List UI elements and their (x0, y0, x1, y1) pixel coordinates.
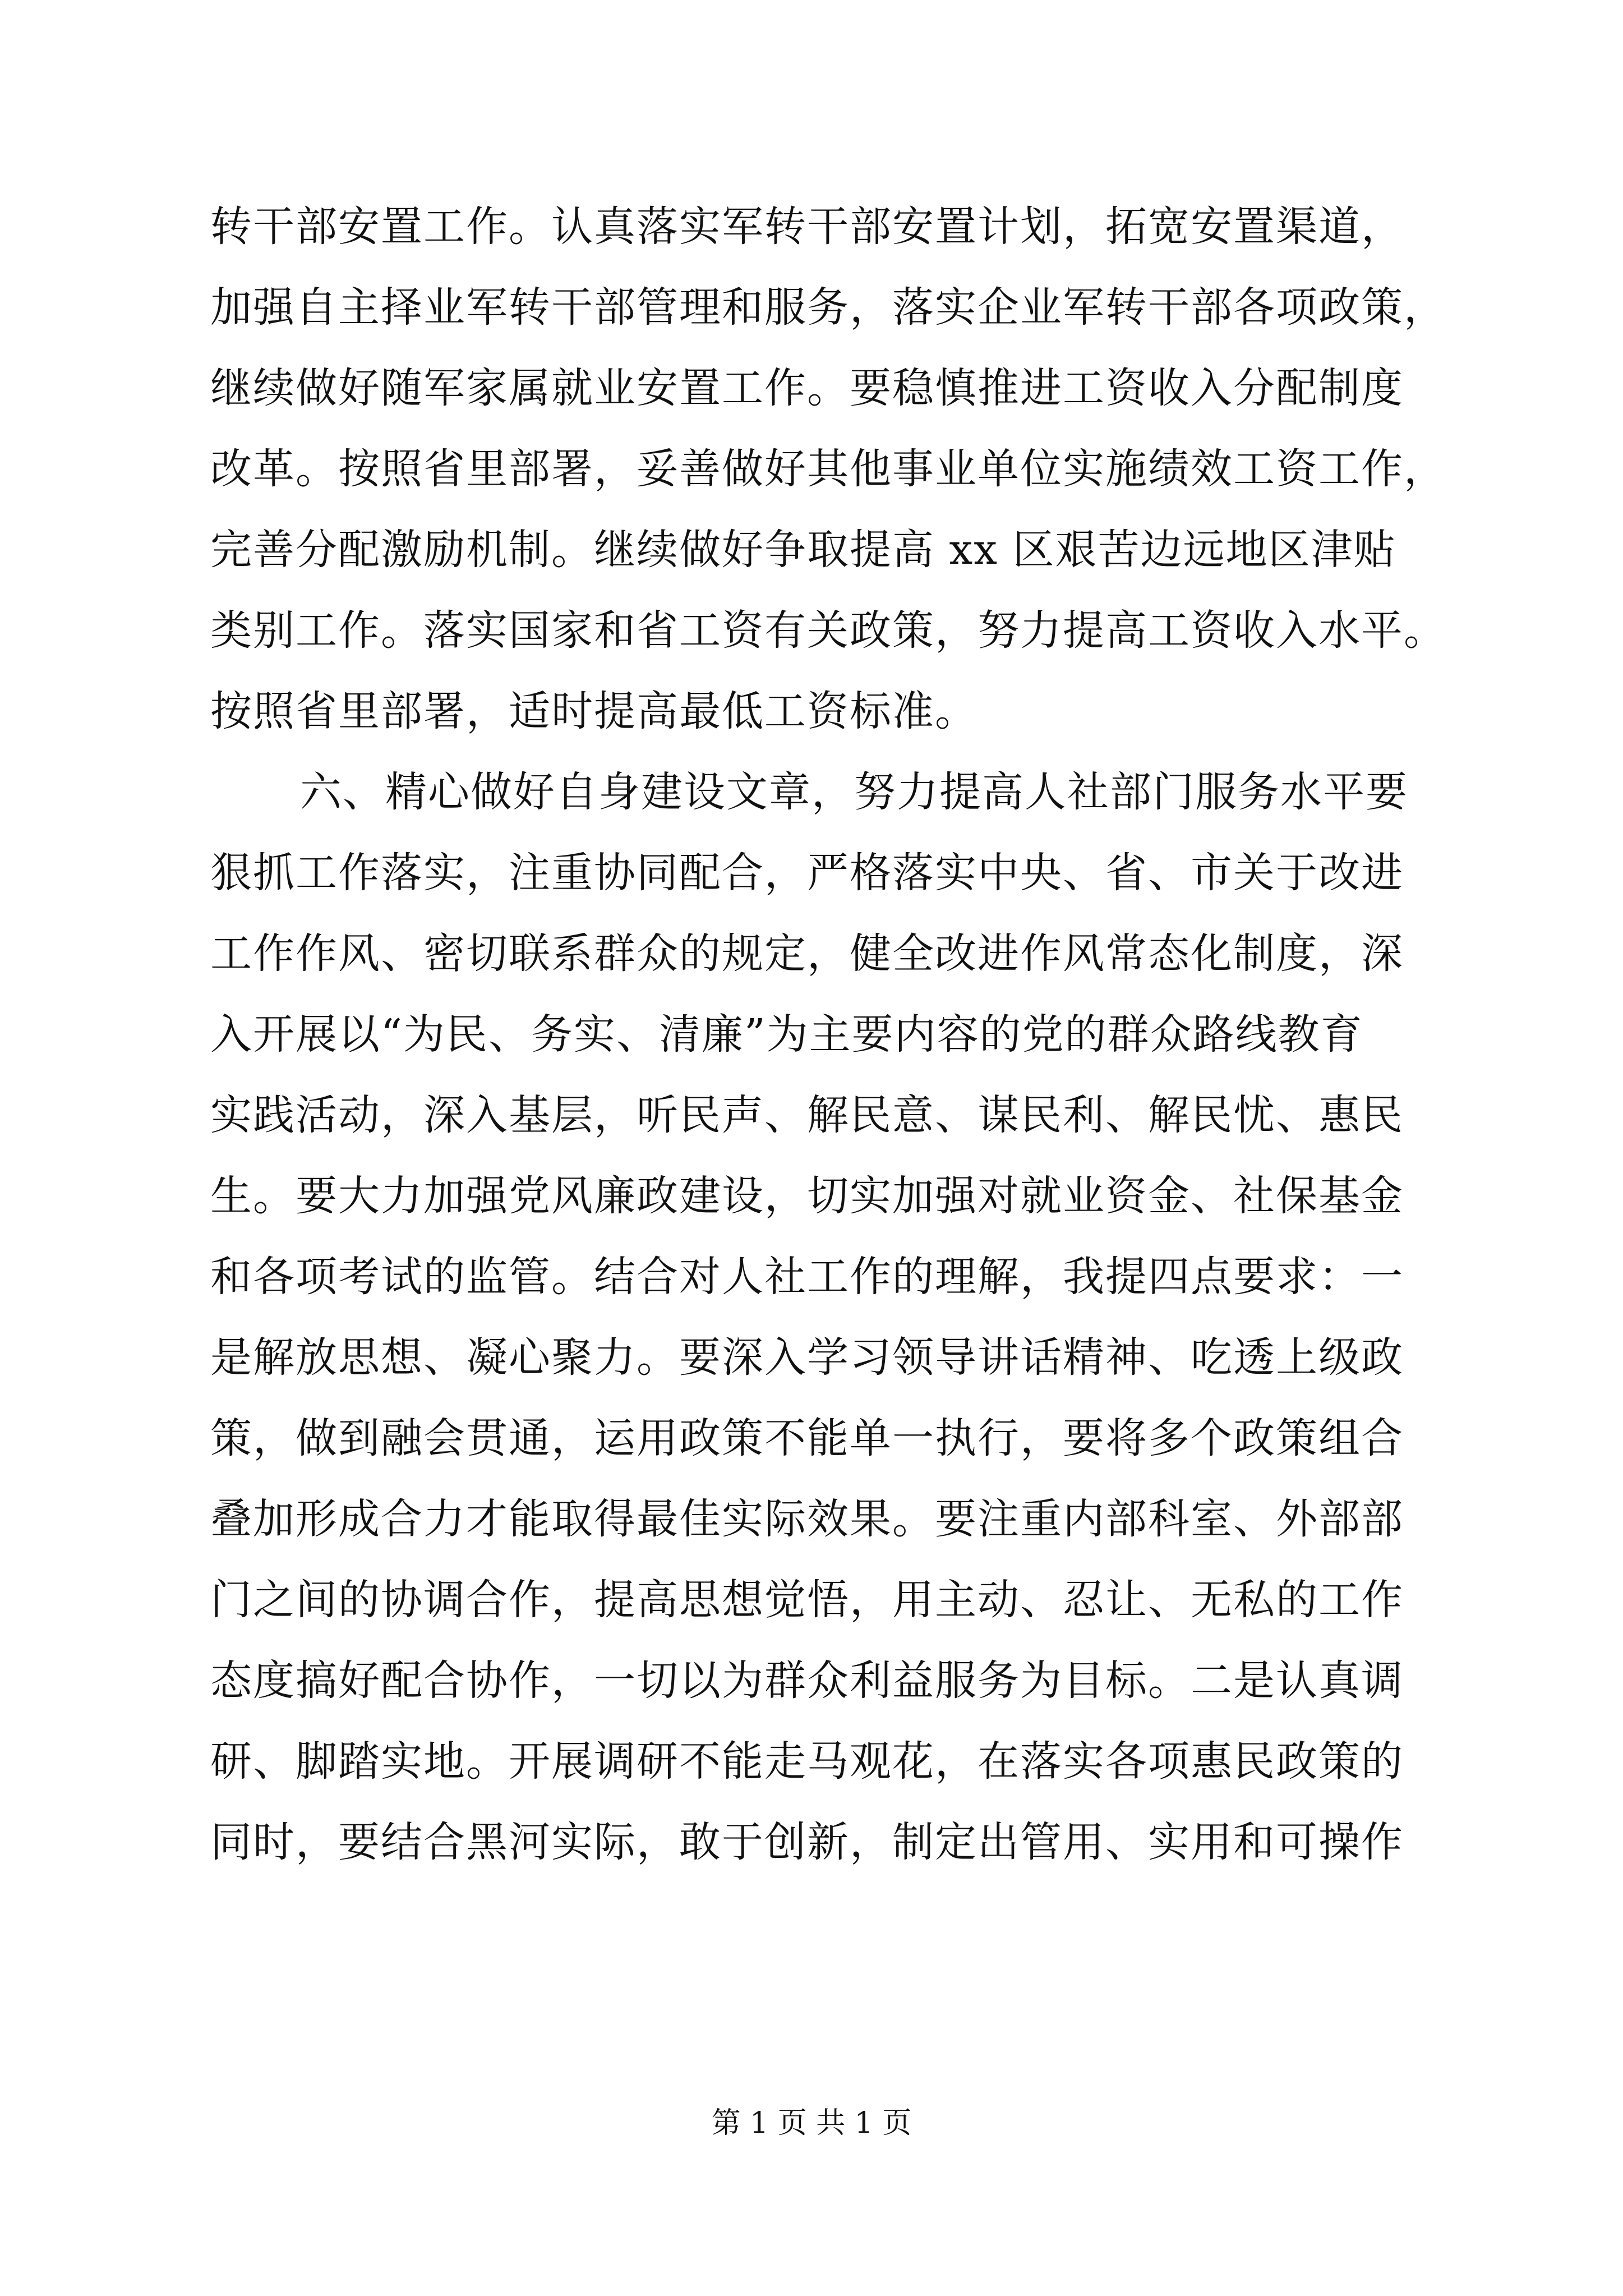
text-line: 六、精心做好自身建设文章，努力提高人社部门服务水平要 (300, 768, 1408, 816)
text-line: 门之间的协调合作，提高思想觉悟，用主动、忍让、无私的工作 (210, 1576, 1404, 1624)
text-line: 实践活动，深入基层，听民声、解民意、谋民利、解民忧、惠民 (210, 1091, 1404, 1139)
text-line: 同时，要结合黑河实际，敢于创新，制定出管用、实用和可操作 (210, 1818, 1404, 1866)
text-line: 态度搞好配合协作，一切以为群众利益服务为目标。二是认真调 (210, 1657, 1404, 1705)
page-footer: 第 1 页 共 1 页 (711, 2106, 912, 2140)
text-line: 类别工作。落实国家和省工资有关政策，努力提高工资收入水平。 (210, 606, 1446, 655)
text-line: 转干部安置工作。认真落实军转干部安置计划，拓宽安置渠道， (210, 203, 1404, 251)
text-line: 按照省里部署，适时提高最低工资标准。 (210, 687, 978, 735)
text-line: 策，做到融会贯通，运用政策不能单一执行，要将多个政策组合 (210, 1414, 1404, 1462)
body-text (210, 186, 1462, 1883)
text-line: 生。要大力加强党风廉政建设，切实加强对就业资金、社保基金 (210, 1172, 1404, 1220)
text-line: 是解放思想、凝心聚力。要深入学习领导讲话精神、吃透上级政 (210, 1333, 1404, 1382)
text-line: 叠加形成合力才能取得最佳实际效果。要注重内部科室、外部部 (210, 1495, 1404, 1543)
text-line: 改革。按照省里部署，妥善做好其他事业单位实施绩效工资工作， (210, 445, 1446, 493)
text-line: 入开展以“为民、务实、清廉”为主要内容的党的群众路线教育 (210, 1010, 1363, 1059)
text-line: 加强自主择业军转干部管理和服务，落实企业军转干部各项政策， (210, 283, 1446, 332)
text-line: 和各项考试的监管。结合对人社工作的理解，我提四点要求：一 (210, 1253, 1404, 1301)
text-line: 完善分配激励机制。继续做好争取提高 xx 区艰苦边远地区津贴 (210, 526, 1396, 574)
text-line: 研、脚踏实地。开展调研不能走马观花，在落实各项惠民政策的 (210, 1737, 1404, 1786)
text-line: 工作作风、密切联系群众的规定，健全改进作风常态化制度，深 (210, 930, 1404, 978)
text-line: 狠抓工作落实，注重协同配合，严格落实中央、省、市关于改进 (210, 849, 1404, 897)
text-line: 继续做好随军家属就业安置工作。要稳慎推进工资收入分配制度 (210, 364, 1404, 412)
